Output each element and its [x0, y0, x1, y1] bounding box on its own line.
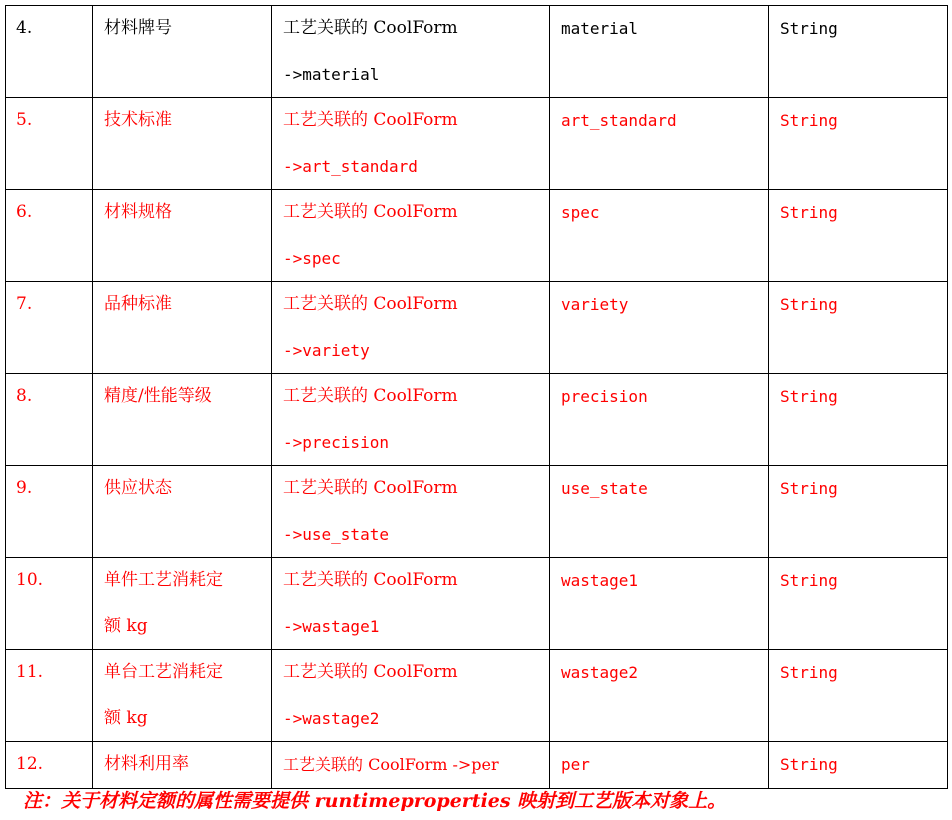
- attribute-name-cell: [93, 190, 272, 282]
- attribute-name-line-1: 单件工艺消耗定: [104, 570, 223, 590]
- source-cell: [272, 558, 550, 650]
- row-number: 6.: [16, 202, 33, 222]
- type-cell: [769, 190, 948, 282]
- type-cell: [769, 6, 948, 98]
- field-name: spec: [561, 203, 600, 222]
- field-type: String: [780, 663, 838, 682]
- field-name: precision: [561, 387, 648, 406]
- source-line-1: 工艺关联的 CoolForm: [283, 18, 458, 38]
- attribute-name-cell: [93, 650, 272, 742]
- attribute-name-cell: [93, 98, 272, 190]
- attribute-name-cell: [93, 282, 272, 374]
- table-row: [6, 374, 948, 466]
- field-name: per: [561, 755, 590, 774]
- type-cell: [769, 650, 948, 742]
- source-cell: [272, 282, 550, 374]
- field-type: String: [780, 571, 838, 590]
- row-number: 12.: [16, 754, 44, 774]
- field-cell: [550, 98, 769, 190]
- field-type: String: [780, 479, 838, 498]
- field-name: art_standard: [561, 111, 677, 130]
- source-line-1: 工艺关联的 CoolForm: [283, 570, 458, 590]
- attribute-name: 技术标准: [104, 110, 172, 130]
- attribute-name: 材料规格: [104, 202, 172, 222]
- source-cell: [272, 650, 550, 742]
- field-cell: [550, 282, 769, 374]
- field-cell: [550, 374, 769, 466]
- attribute-name-cell: [93, 374, 272, 466]
- field-type: String: [780, 295, 838, 314]
- field-cell: [550, 650, 769, 742]
- source-cell: [272, 742, 550, 789]
- type-cell: [769, 98, 948, 190]
- attribute-name: 材料利用率: [104, 754, 189, 774]
- field-type: String: [780, 387, 838, 406]
- source-line-2: ->wastage1: [283, 616, 380, 636]
- source-line-2: ->precision: [283, 432, 389, 452]
- source-line-2: ->spec: [283, 248, 341, 268]
- attribute-name: 供应状态: [104, 478, 172, 498]
- table-row: [6, 190, 948, 282]
- table-row: [6, 282, 948, 374]
- attribute-mapping-table: [5, 5, 948, 789]
- type-cell: [769, 742, 948, 789]
- row-number-cell: [6, 742, 93, 789]
- source-cell: [272, 466, 550, 558]
- source-cell: [272, 190, 550, 282]
- row-number-cell: [6, 6, 93, 98]
- row-number-cell: [6, 466, 93, 558]
- table-row: [6, 650, 948, 742]
- attribute-name: 品种标准: [104, 294, 172, 314]
- attribute-name-cell: [93, 742, 272, 789]
- source-cell: [272, 6, 550, 98]
- row-number: 9.: [16, 478, 33, 498]
- source-line-2: ->variety: [283, 340, 370, 360]
- row-number-cell: [6, 282, 93, 374]
- field-name: use_state: [561, 479, 648, 498]
- row-number: 4.: [16, 18, 33, 38]
- field-cell: [550, 466, 769, 558]
- source-line-2: ->art_standard: [283, 156, 418, 176]
- attribute-name-line-2: 额 kg: [104, 707, 148, 728]
- source-line-1: 工艺关联的 CoolForm: [283, 294, 458, 314]
- row-number-cell: [6, 558, 93, 650]
- type-cell: [769, 466, 948, 558]
- source-line-2: ->wastage2: [283, 708, 380, 728]
- field-type: String: [780, 19, 838, 38]
- field-cell: [550, 6, 769, 98]
- attribute-name-cell: [93, 6, 272, 98]
- type-cell: [769, 374, 948, 466]
- row-number-cell: [6, 650, 93, 742]
- row-number: 10.: [16, 570, 44, 590]
- source-line-1: 工艺关联的 CoolForm: [283, 386, 458, 406]
- footnote: 注：关于材料定额的属性需要提供 runtimeproperties 映射到工艺版本对象上。: [23, 790, 727, 812]
- attribute-name-cell: [93, 558, 272, 650]
- field-name: wastage2: [561, 663, 639, 682]
- field-cell: [550, 190, 769, 282]
- field-type: String: [780, 111, 838, 130]
- field-name: variety: [561, 295, 629, 314]
- row-number: 11.: [16, 662, 44, 682]
- source-line-2: ->use_state: [283, 524, 389, 544]
- field-type: String: [780, 755, 838, 774]
- attribute-name-line-1: 单台工艺消耗定: [104, 662, 223, 682]
- source-line-1: 工艺关联的 CoolForm ->per: [283, 755, 499, 774]
- row-number-cell: [6, 374, 93, 466]
- table-row: [6, 742, 948, 789]
- source-line-1: 工艺关联的 CoolForm: [283, 662, 458, 682]
- source-line-2: ->material: [283, 64, 380, 84]
- attribute-name: 精度/性能等级: [104, 386, 212, 406]
- source-line-1: 工艺关联的 CoolForm: [283, 110, 458, 130]
- source-line-1: 工艺关联的 CoolForm: [283, 478, 458, 498]
- row-number: 5.: [16, 110, 33, 130]
- type-cell: [769, 282, 948, 374]
- field-name: material: [561, 19, 639, 38]
- source-cell: [272, 98, 550, 190]
- attribute-name: 材料牌号: [104, 18, 172, 38]
- row-number: 8.: [16, 386, 33, 406]
- table-row: [6, 466, 948, 558]
- attribute-name-line-2: 额 kg: [104, 615, 148, 636]
- source-line-1: 工艺关联的 CoolForm: [283, 202, 458, 222]
- attribute-name-cell: [93, 466, 272, 558]
- field-type: String: [780, 203, 838, 222]
- row-number-cell: [6, 190, 93, 282]
- type-cell: [769, 558, 948, 650]
- source-cell: [272, 374, 550, 466]
- row-number: 7.: [16, 294, 33, 314]
- table-row: [6, 558, 948, 650]
- table-row: [6, 98, 948, 190]
- field-cell: [550, 558, 769, 650]
- field-name: wastage1: [561, 571, 639, 590]
- row-number-cell: [6, 98, 93, 190]
- table-row: [6, 6, 948, 98]
- field-cell: [550, 742, 769, 789]
